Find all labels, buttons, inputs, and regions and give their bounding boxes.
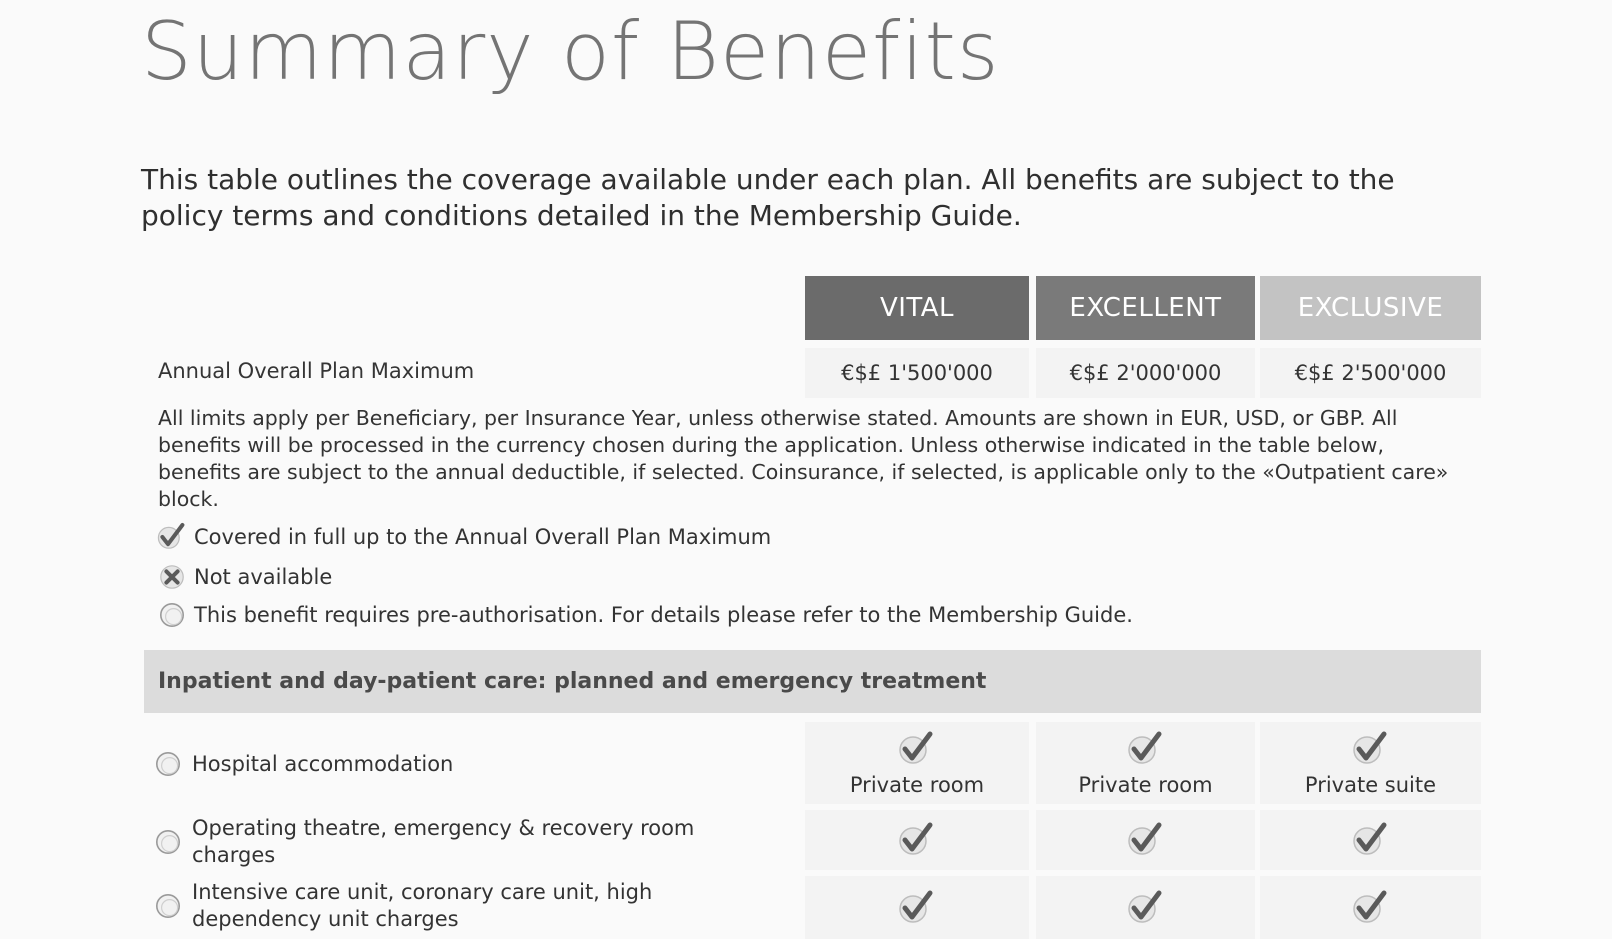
benefit-cell-excellent xyxy=(1036,810,1255,870)
benefit-cell-exclusive xyxy=(1260,876,1481,939)
section-header-inpatient xyxy=(144,650,1481,713)
check-icon xyxy=(1351,729,1391,769)
check-icon xyxy=(1126,888,1166,928)
legend-text: Not available xyxy=(194,565,333,589)
benefit-cell-text: Private suite xyxy=(1304,773,1437,797)
benefit-cell-vital xyxy=(805,810,1029,870)
check-icon xyxy=(1126,729,1166,769)
legend-item-pre-authorisation xyxy=(156,599,1133,631)
check-icon xyxy=(897,729,937,769)
benefit-cell-exclusive xyxy=(1260,810,1481,870)
check-icon xyxy=(1351,888,1391,928)
annual-max-exclusive: €$£ 2'500'000 xyxy=(1260,348,1481,398)
check-icon xyxy=(1351,820,1391,860)
legend-text: Covered in full up to the Annual Overall Plan Maximum xyxy=(194,525,772,549)
legend-item-not-available xyxy=(156,561,332,593)
benefit-label: Hospital accommodation xyxy=(192,751,454,776)
annual-max-excellent: €$£ 2'000'000 xyxy=(1036,348,1255,398)
plan-header-excellent: EXCELLENT xyxy=(1036,276,1255,340)
benefit-cell-text: Private room xyxy=(1078,773,1213,797)
pre-authorisation-icon xyxy=(152,748,184,780)
check-icon xyxy=(1126,820,1166,860)
section-title: Inpatient and day-patient care: planned and emergency treatment xyxy=(158,669,987,694)
legend-item-covered xyxy=(156,521,771,553)
check-icon xyxy=(156,521,188,553)
cross-icon xyxy=(156,561,188,593)
check-icon xyxy=(897,820,937,860)
benefit-label: Intensive care unit, coronary care unit, high dependency unit charges xyxy=(192,880,653,931)
pre-authorisation-icon xyxy=(152,826,184,858)
annual-max-label: Annual Overall Plan Maximum xyxy=(158,359,475,383)
benefit-row-intensive-care xyxy=(152,879,752,933)
annual-max-vital: €$£ 1'500'000 xyxy=(805,348,1029,398)
intro-text: This table outlines the coverage available under each plan. All benefits are subject to the policy terms and conditions detailed in the Membership Guide. xyxy=(141,163,1395,232)
benefit-row-hospital-accommodation xyxy=(152,748,453,780)
benefit-cell-vital xyxy=(805,876,1029,939)
benefit-label: Operating theatre, emergency & recovery room charges xyxy=(192,816,695,867)
plan-header-vital: VITAL xyxy=(805,276,1029,340)
legend-text: This benefit requires pre-authorisation. For details please refer to the Membership Guide. xyxy=(194,603,1133,627)
benefit-cell-exclusive xyxy=(1260,722,1481,804)
benefit-cell-text: Private room xyxy=(849,773,985,797)
benefit-cell-excellent xyxy=(1036,722,1255,804)
benefit-row-operating-theatre xyxy=(152,815,752,869)
plan-header-exclusive: EXCLUSIVE xyxy=(1260,276,1481,340)
benefit-cell-excellent xyxy=(1036,876,1255,939)
pre-authorisation-icon xyxy=(156,599,188,631)
notes-text: All limits apply per Beneficiary, per Insurance Year, unless otherwise stated. Amounts are shown in EUR, USD, or GBP. All benefits will be processed in the currency chosen during the application. Unless otherwise indicated in the table below, benefits are subject to the annual deductible, if selected. Coinsurance, if selected, is applicable only to the «Outpatient care» block. xyxy=(158,406,1449,511)
pre-authorisation-icon xyxy=(152,890,184,922)
page-title: Summary of Benefits xyxy=(141,5,1000,98)
benefit-cell-vital xyxy=(805,722,1029,804)
check-icon xyxy=(897,888,937,928)
